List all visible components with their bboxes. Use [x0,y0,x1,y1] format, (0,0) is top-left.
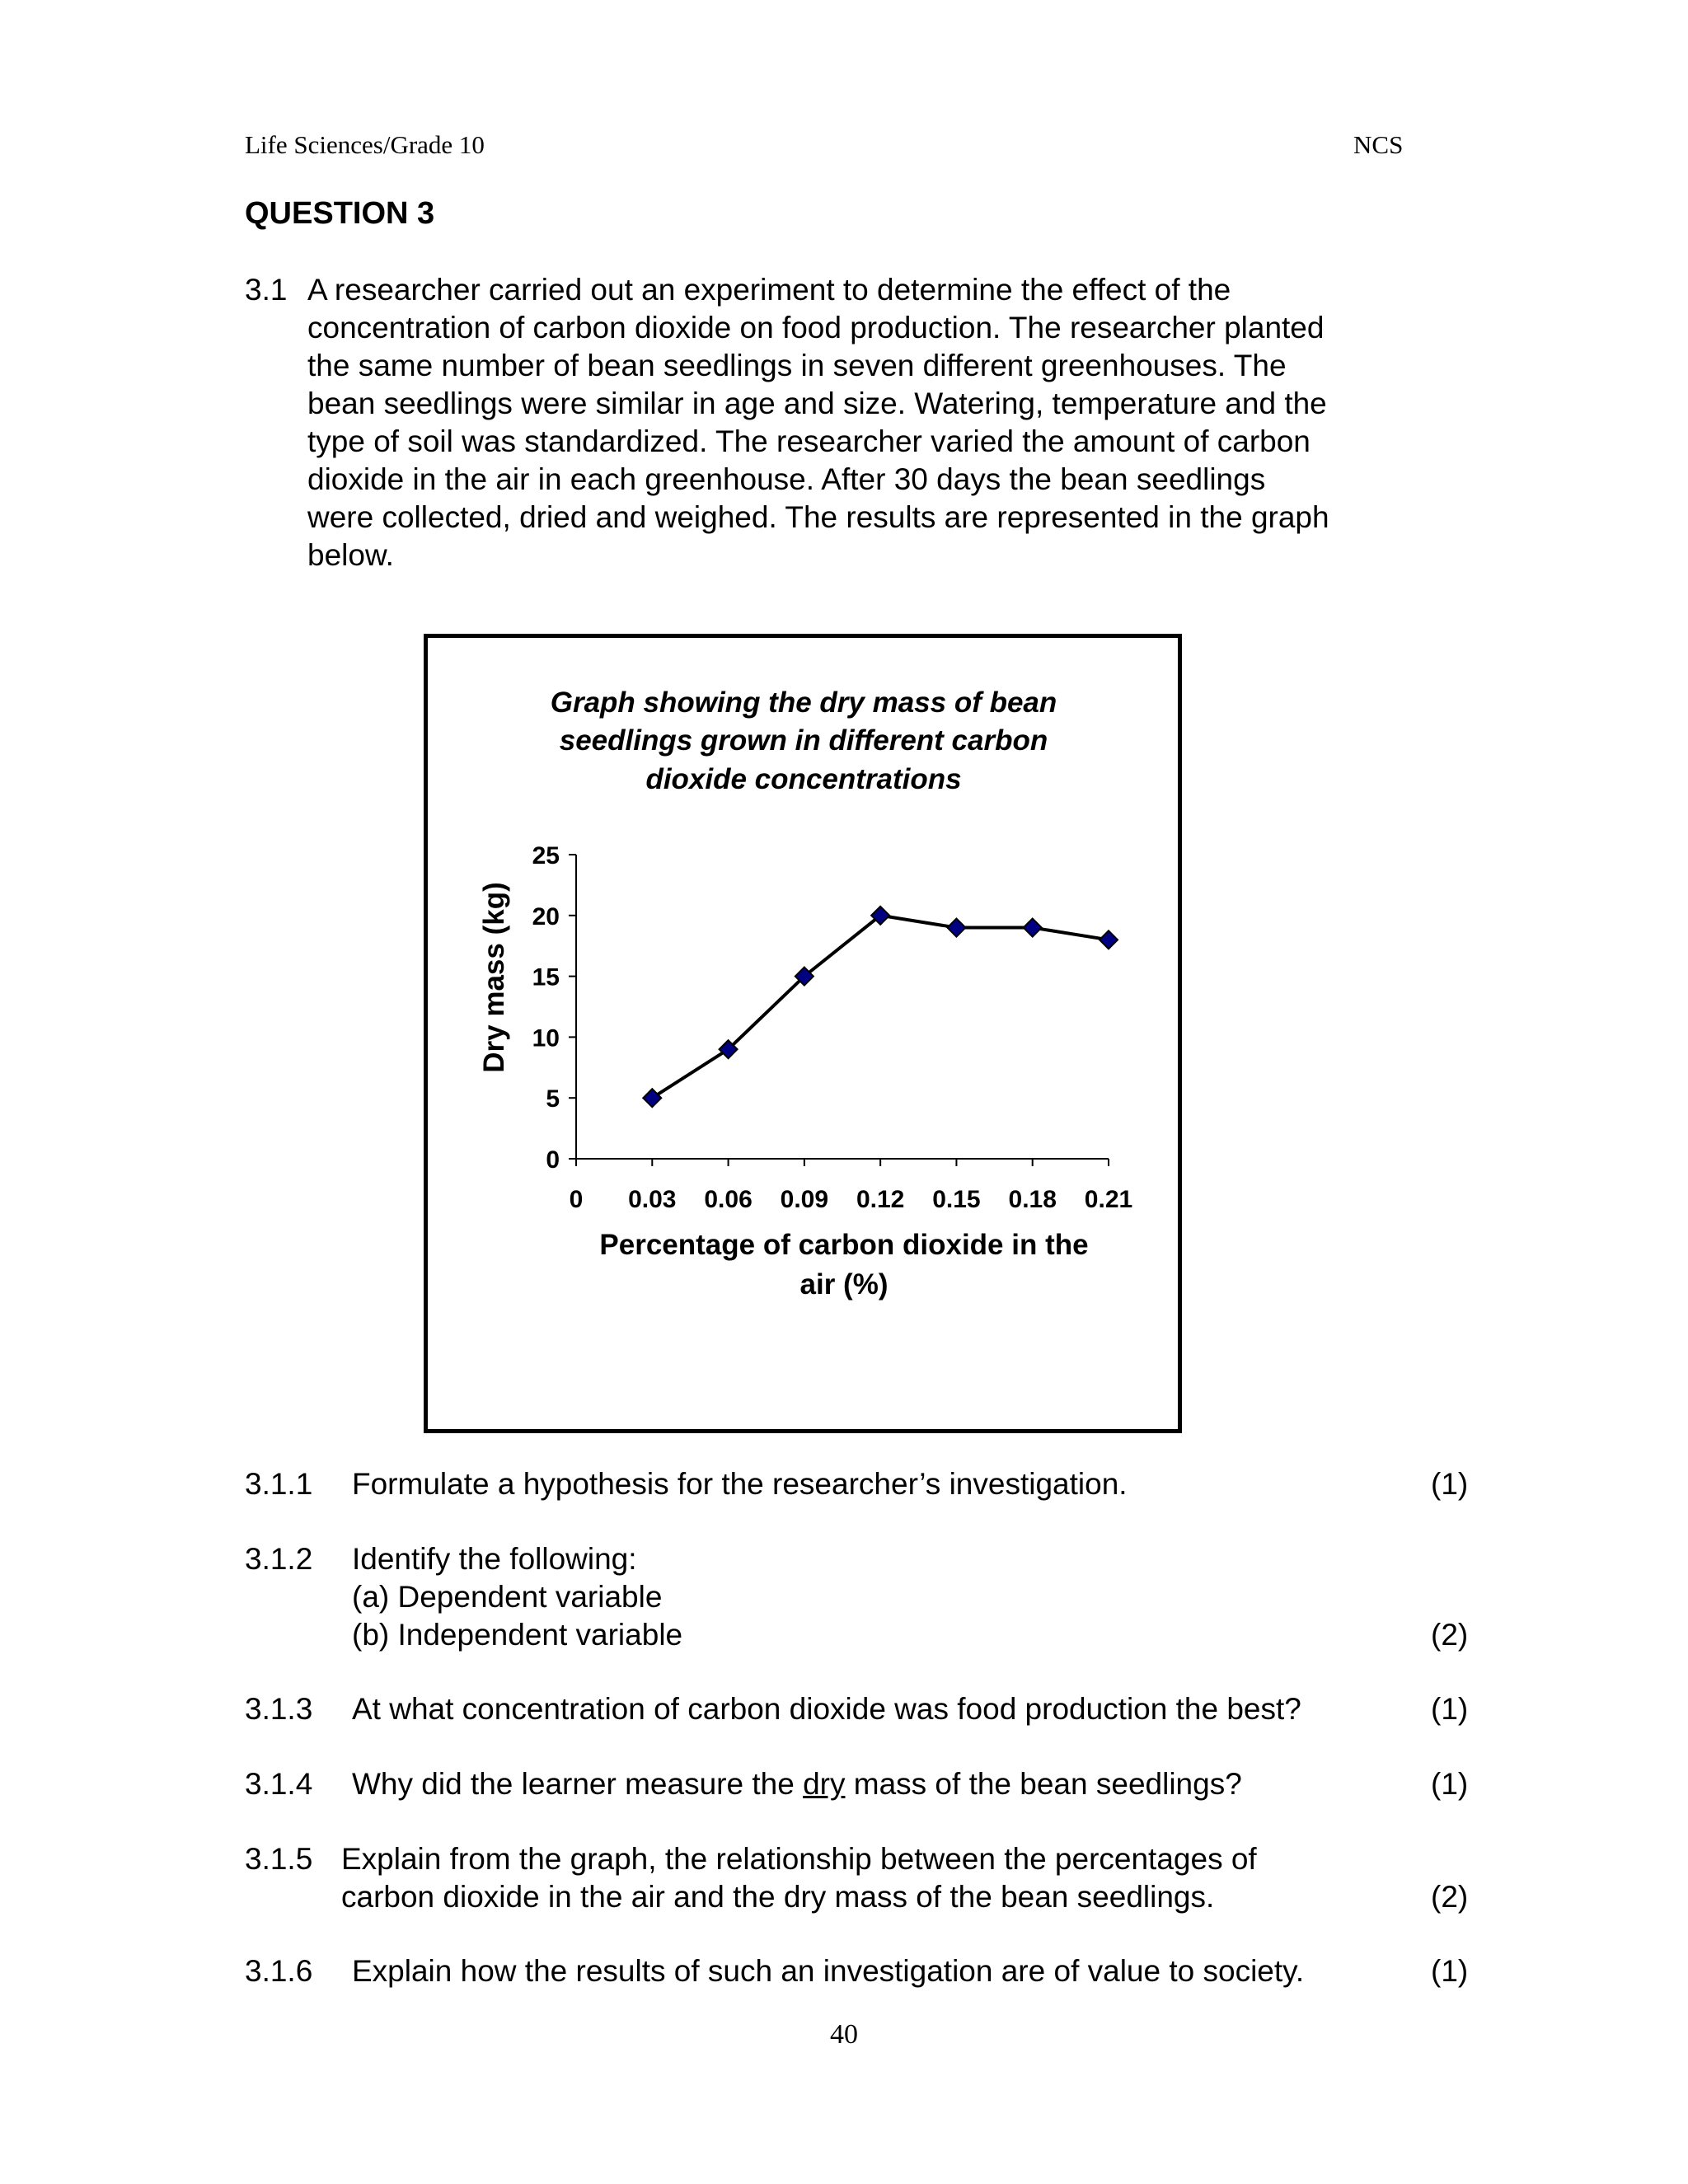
x-tick-label: 0.21 [1084,1186,1133,1213]
y-axis-label: Dry mass (kg) [478,882,510,1073]
intro-text [307,271,1445,574]
question-number: 3.1.1 [245,1467,313,1501]
intro-line: concentration of carbon dioxide on food production. The researcher planted [307,311,1325,344]
y-tick-label: 15 [532,963,560,991]
y-tick-label: 20 [532,902,560,930]
ticks [532,842,1133,1213]
question-text-part: mass of the bean seedlings? [845,1767,1242,1801]
question-mark: (1) [1431,1467,1469,1501]
data-point-marker [947,919,965,937]
question-subitem: (b) Independent variable [352,1618,683,1652]
x-tick-label: 0.09 [780,1186,829,1213]
y-tick-label: 0 [546,1146,560,1174]
header-left: Life Sciences/Grade 10 [245,130,485,159]
y-tick-label: 25 [532,842,560,869]
question-text: Explain from the graph, the relationship between the percentages of [341,1842,1257,1876]
x-tick-label: 0.06 [704,1186,753,1213]
intro-line: bean seedlings were similar in age and size. Watering, temperature and the [307,387,1327,420]
x-axis-label-line: Percentage of carbon dioxide in the [599,1229,1089,1261]
line-chart [428,638,1178,1429]
question-mark: (2) [1431,1880,1469,1914]
question-mark: (1) [1431,1767,1469,1801]
question-subitem: (a) Dependent variable [352,1580,663,1614]
intro-line: below. [307,538,394,572]
x-tick-label: 0.12 [856,1186,905,1213]
chart-title-line: seedlings grown in different carbon [559,724,1048,757]
intro-line: the same number of bean seedlings in seven different greenhouses. The [307,349,1287,382]
header-right: NCS [1353,130,1404,159]
page-number: 40 [830,2019,858,2050]
data-series [643,907,1118,1107]
question-text: At what concentration of carbon dioxide was food production the best? [352,1692,1301,1726]
y-tick-label: 10 [532,1024,560,1052]
series-line [652,916,1109,1098]
question-text: Identify the following: [352,1542,637,1576]
intro-number: 3.1 [245,273,288,307]
question-number: 3.1.6 [245,1954,313,1988]
x-tick-label: 0 [569,1186,584,1213]
x-tick-label: 0.18 [1008,1186,1057,1213]
question-mark: (1) [1431,1954,1469,1988]
question-title: QUESTION 3 [245,196,435,231]
question-text: Formulate a hypothesis for the researcher’s investigation. [352,1467,1128,1501]
x-tick-label: 0.15 [932,1186,981,1213]
intro-line: dioxide in the air in each greenhouse. After 30 days the bean seedlings [307,462,1266,496]
data-point-marker [643,1089,661,1107]
question-number: 3.1.5 [245,1842,313,1876]
chart-frame [424,634,1182,1433]
question-text: carbon dioxide in the air and the dry mass of the bean seedlings. [341,1880,1215,1914]
question-mark: (1) [1431,1692,1469,1726]
intro-line: were collected, dried and weighed. The results are represented in the graph [307,500,1329,534]
data-point-marker [1100,930,1118,949]
data-point-marker [1024,919,1042,937]
chart-title-line: Graph showing the dry mass of bean [550,687,1057,719]
intro-line: A researcher carried out an experiment to determine the effect of the [307,273,1231,307]
question-text-part: Why did the learner measure the [352,1767,804,1801]
x-tick-label: 0.03 [628,1186,677,1213]
question-text: Explain how the results of such an investigation are of value to society. [352,1954,1305,1988]
question-text [352,1765,1242,1803]
y-tick-label: 5 [546,1085,560,1113]
chart-title [551,687,1057,795]
question-number: 3.1.2 [245,1542,313,1576]
chart-title-line: dioxide concentrations [645,763,962,795]
x-axis-label-line: air (%) [799,1268,889,1301]
intro-line: type of soil was standardized. The researcher varied the amount of carbon [307,424,1311,458]
question-mark: (2) [1431,1618,1469,1652]
x-axis-label [599,1229,1088,1301]
axes [576,855,1109,1159]
underlined-word: dry [803,1767,846,1801]
question-number: 3.1.4 [245,1767,313,1801]
question-number: 3.1.3 [245,1692,313,1726]
